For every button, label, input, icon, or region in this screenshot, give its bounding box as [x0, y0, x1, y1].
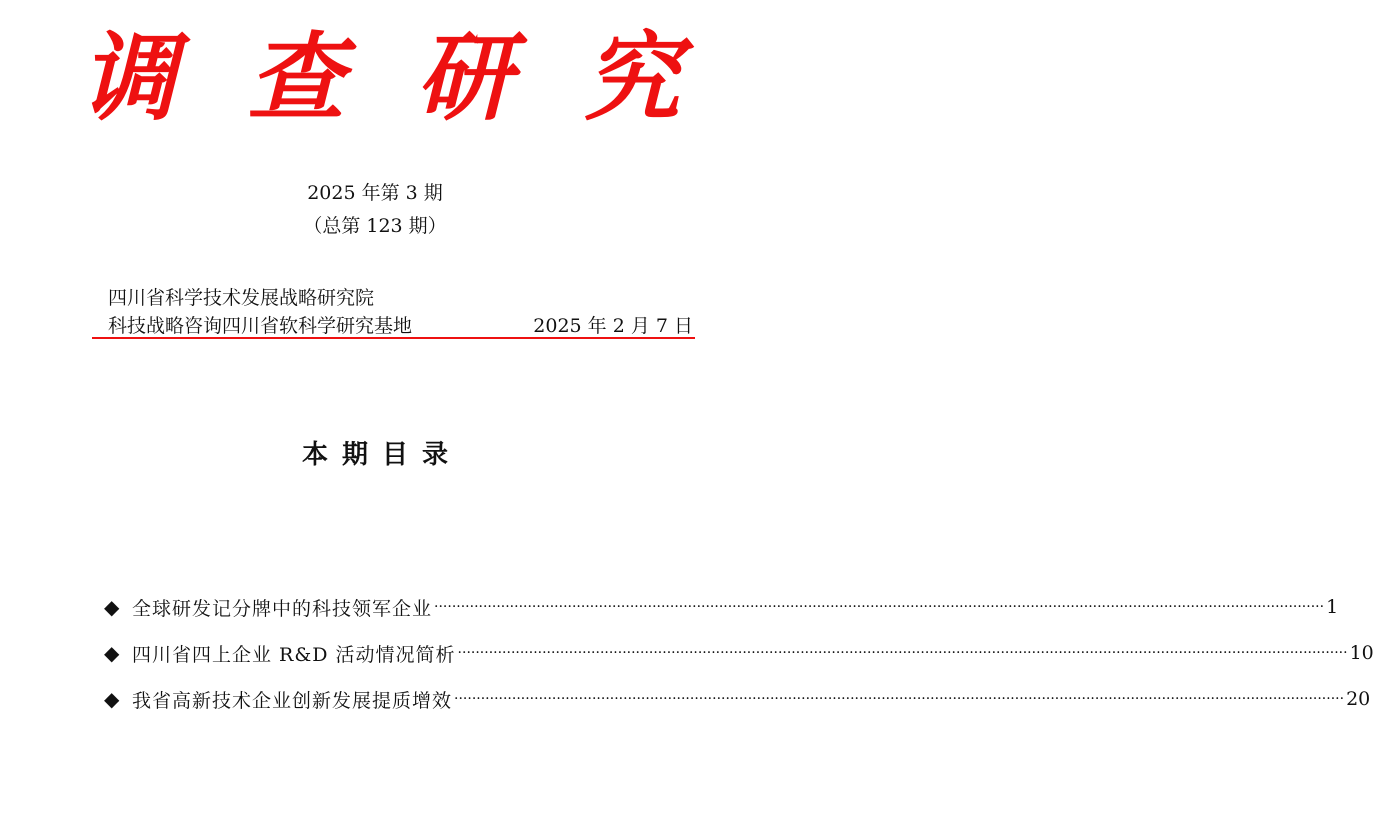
publish-date: 2025 年 2 月 7 日 [533, 315, 693, 337]
masthead-title [80, 18, 680, 138]
masthead-char-4: 究 [584, 21, 680, 134]
toc-list [104, 584, 1374, 722]
diamond-bullet-icon: ◆ [104, 687, 121, 711]
publisher-name: 四川省科学技术发展战略研究院 [108, 287, 375, 309]
toc-item-page: 10 [1349, 642, 1374, 664]
issue-number: 2025 年第 3 期 [307, 182, 443, 204]
toc-item-title: 四川省四上企业 R&D 活动情况简析 [132, 643, 456, 666]
toc-item[interactable] [104, 676, 1371, 722]
diamond-bullet-icon: ◆ [104, 641, 121, 665]
header-divider [92, 337, 695, 339]
toc-item-page: 1 [1326, 596, 1339, 618]
toc-item[interactable] [104, 630, 1374, 676]
toc-title: 本期目录 [301, 440, 462, 470]
toc-leader-dots: ········································································································································································································ [434, 599, 1325, 615]
publisher-row [108, 312, 693, 340]
masthead-char-2: 查 [248, 21, 344, 134]
toc-leader-dots: ········································································································································································································ [454, 691, 1345, 707]
toc-item-page: 20 [1346, 688, 1371, 710]
publisher-base: 科技战略咨询四川省软科学研究基地 [108, 315, 413, 337]
toc-item-title: 我省高新技术企业创新发展提质增效 [132, 689, 453, 712]
diamond-bullet-icon: ◆ [104, 595, 121, 619]
toc-item-title: 全球研发记分牌中的科技领军企业 [132, 597, 433, 620]
publisher-block [108, 284, 693, 340]
issue-info [0, 178, 750, 244]
masthead-char-1: 调 [80, 21, 176, 134]
masthead-char-3: 研 [416, 21, 512, 134]
toc-item[interactable] [104, 584, 1339, 630]
toc-leader-dots: ········································································································································································································ [457, 645, 1348, 661]
issue-total-number: （总第 123 期） [303, 215, 447, 237]
